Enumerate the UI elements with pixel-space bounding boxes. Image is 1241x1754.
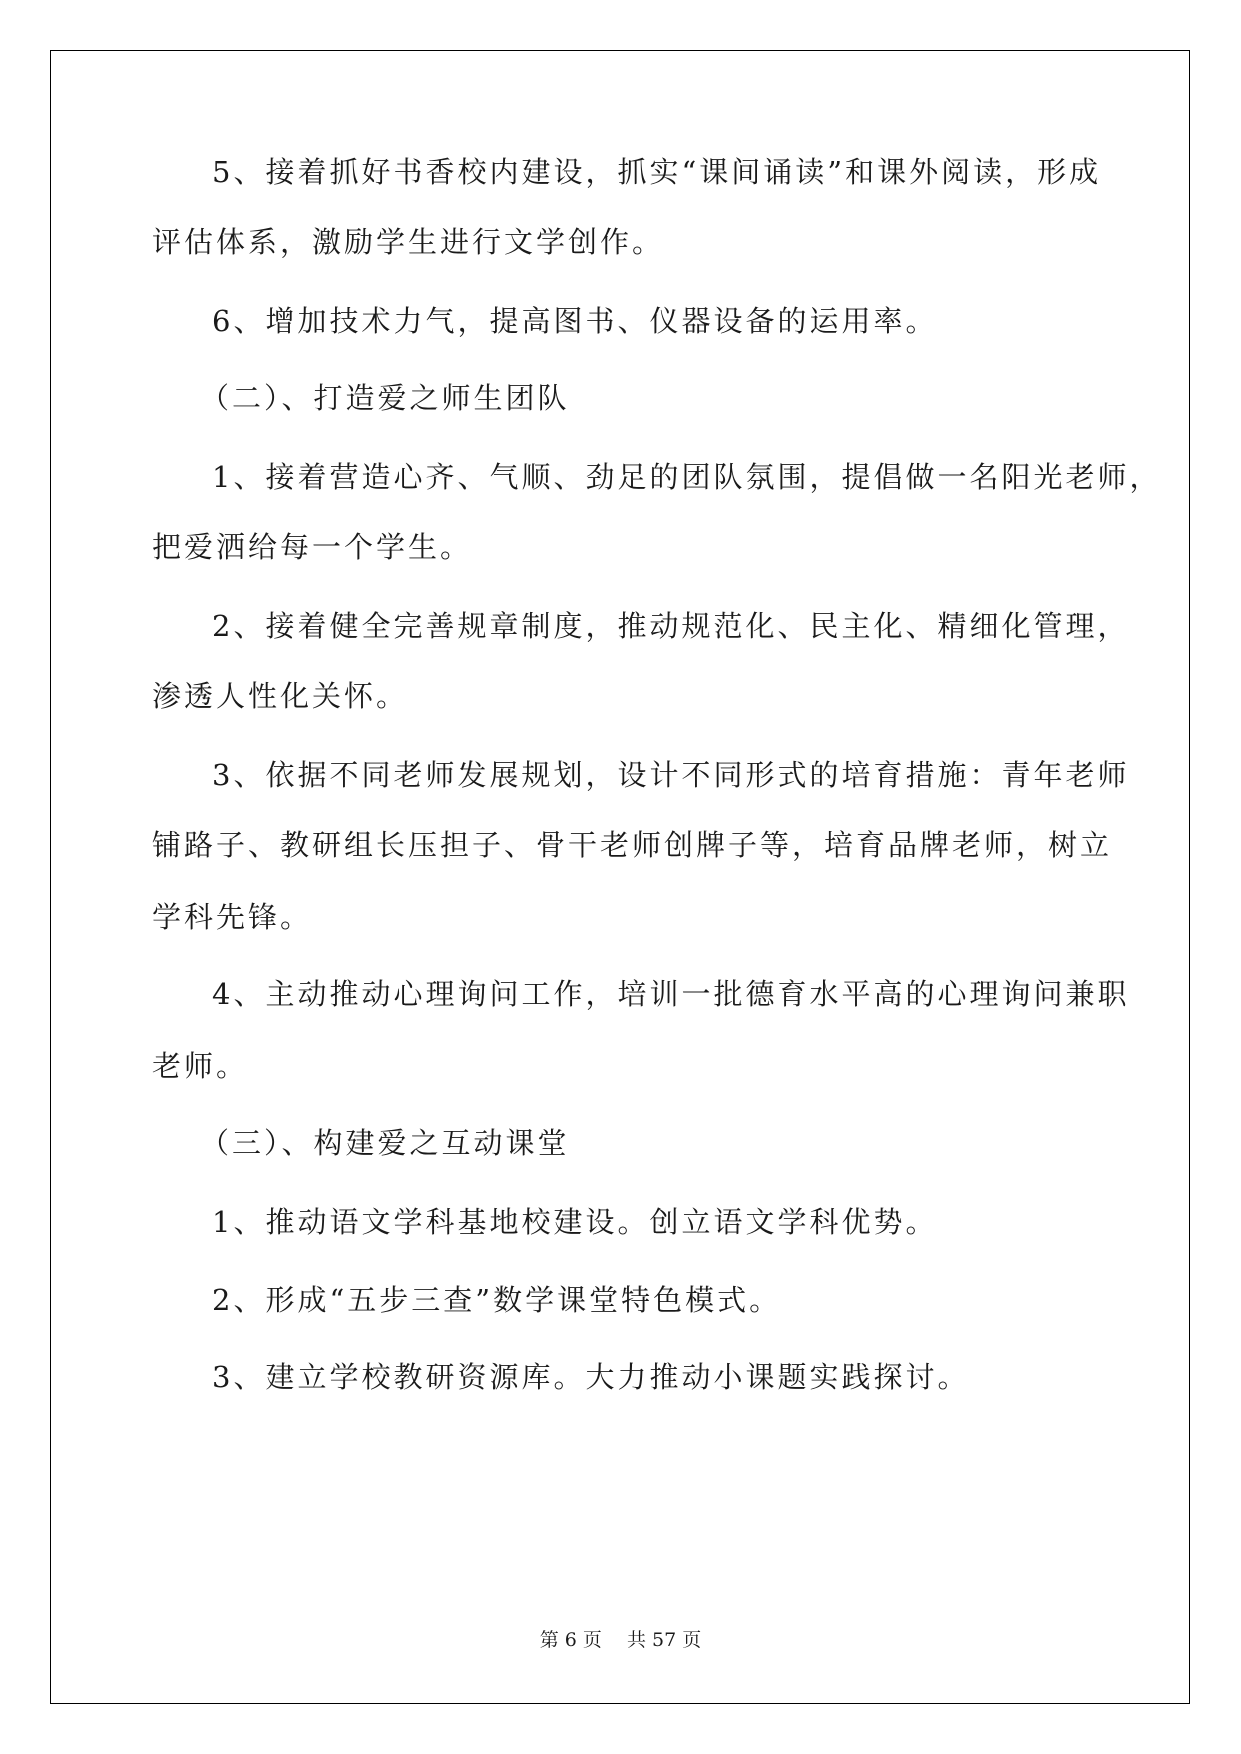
paragraph-2-3-line-1: 3、依据不同老师发展规划，设计不同形式的培育措施：青年老师 (212, 758, 1130, 792)
paragraph-5-line-1: 5、接着抓好书香校内建设，抓实“课间诵读”和课外阅读，形成 (212, 155, 1102, 189)
page-border (50, 50, 1190, 1704)
section-heading-3: （三）、构建爱之互动课堂 (200, 1126, 570, 1160)
paragraph-5-line-2: 评估体系，激励学生进行文学创作。 (152, 225, 665, 259)
paragraph-3-1: 1、推动语文学科基地校建设。创立语文学科优势。 (212, 1205, 938, 1239)
paragraph-2-2-line-2: 渗透人性化关怀。 (152, 679, 409, 713)
paragraph-2-4-line-1: 4、主动推动心理询问工作，培训一批德育水平高的心理询问兼职 (212, 977, 1130, 1011)
paragraph-2-2-line-1: 2、接着健全完善规章制度，推动规范化、民主化、精细化管理， (212, 609, 1130, 643)
paragraph-2-4-line-2: 老师。 (152, 1049, 249, 1083)
paragraph-2-3-line-3: 学科先锋。 (152, 900, 313, 934)
page-number-footer: 第 6 页 共 57 页 (539, 1629, 702, 1651)
section-heading-2: （二）、打造爱之师生团队 (200, 381, 570, 415)
paragraph-3-2: 2、形成“五步三查”数学课堂特色模式。 (212, 1283, 782, 1317)
paragraph-2-1-line-1: 1、接着营造心齐、气顺、劲足的团队氛围，提倡做一名阳光老师， (212, 460, 1162, 494)
paragraph-6: 6、增加技术力气，提高图书、仪器设备的运用率。 (212, 304, 938, 338)
paragraph-2-1-line-2: 把爱洒给每一个学生。 (152, 530, 473, 564)
paragraph-2-3-line-2: 铺路子、教研组长压担子、骨干老师创牌子等，培育品牌老师，树立 (152, 828, 1113, 862)
paragraph-3-3: 3、建立学校教研资源库。大力推动小课题实践探讨。 (212, 1360, 970, 1394)
